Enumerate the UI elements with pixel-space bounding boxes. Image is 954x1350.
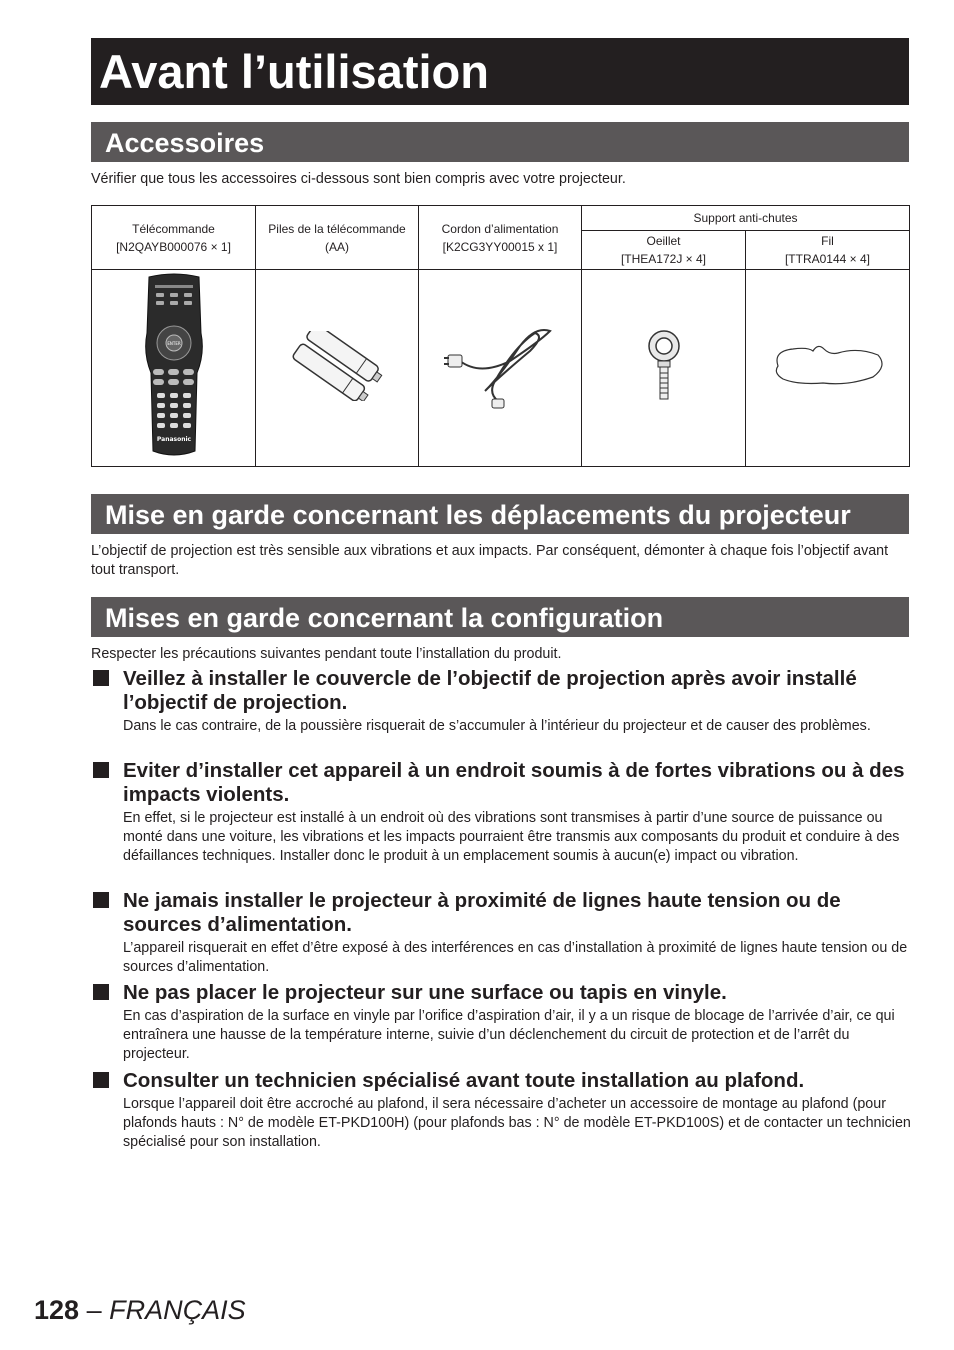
- caution-body: L’appareil risquerait en effet d’être exposé à des interférences en cas d’installation à proximité de lignes haute tension ou de sources d’alimentation.: [123, 940, 908, 975]
- caution-body: En cas d’aspiration de la surface en vinyle par l’orifice d’aspiration d’air, il y a un risque de blocage de l’arrivée d’air, ce qui entraînera une hausse de la température interne, suivie d’un déclenchement du circuit de protection et de l’arrêt du projecteur.: [123, 1008, 895, 1062]
- caution-item: [91, 981, 911, 1064]
- header-telecommande: [92, 206, 256, 270]
- square-bullet-icon: [93, 670, 109, 686]
- header-oeillet: [582, 231, 746, 270]
- remote-control-image: [139, 273, 209, 459]
- header-support-anti-chutes: Support anti-chutes: [582, 206, 910, 231]
- header-fil: [746, 231, 910, 270]
- footer-language: FRANÇAIS: [109, 1295, 246, 1325]
- header-label: Piles de la télécommande: [268, 221, 406, 236]
- remote-enter-label: ENTER: [166, 340, 181, 346]
- caution-heading: Veillez à installer le couvercle de l’objectif de projection après avoir installé l’objectif de projection.: [123, 667, 857, 714]
- square-bullet-icon: [93, 762, 109, 778]
- header-ref: [N2QAYB000076 × 1]: [116, 239, 231, 254]
- header-ref: [TTRA0144 × 4]: [784, 252, 871, 267]
- footer-separator: –: [79, 1295, 110, 1325]
- caution-body: Dans le cas contraire, de la poussière risquerait de s’accumuler à l’intérieur du projecteur et de causer des problèmes.: [123, 718, 871, 734]
- header-label: Cordon d’alimentation: [441, 221, 559, 236]
- deplacements-text: L’objectif de projection est très sensible aux vibrations et aux impacts. Par conséquent, démonter à chaque fois l’objectif avant tout transport.: [91, 543, 889, 578]
- section-title-accessoires: Accessoires: [91, 122, 909, 162]
- remote-image-cell: [92, 270, 256, 467]
- square-bullet-icon: [93, 1072, 109, 1088]
- batteries-image-cell: [256, 270, 419, 467]
- wire-image: [768, 341, 888, 391]
- header-ref: [THEA172J × 4]: [620, 252, 707, 267]
- caution-body: En effet, si le projecteur est installé à un endroit où des vibrations sont transmises à partir d’une source de puissance ou monté dans une voiture, les vibrations et les impacts pourraient être transmis aux composants du produit et conduire à des défaillances techniques. Installer donc le produit à un emplacement soumis à aucun(e) impact ou vibration.: [123, 810, 900, 864]
- caution-heading: Ne pas placer le projecteur sur une surface ou tapis en vinyle.: [123, 981, 727, 1004]
- caution-item: [91, 667, 911, 736]
- square-bullet-icon: [93, 984, 109, 1000]
- eyebolt-image: [639, 326, 689, 406]
- configuration-intro: Respecter les précautions suivantes pendant toute l’installation du produit.: [91, 646, 562, 662]
- header-cordon: [419, 206, 582, 270]
- power-cord-image-cell: [419, 270, 582, 467]
- page-number: 128: [34, 1295, 80, 1325]
- caution-heading: Eviter d’installer cet appareil à un endroit soumis à de fortes vibrations ou à des impacts violents.: [123, 759, 905, 806]
- accessories-table: [91, 205, 910, 467]
- header-label: Fil: [821, 234, 834, 249]
- square-bullet-icon: [93, 892, 109, 908]
- power-cord-image: [440, 321, 560, 411]
- caution-item: [91, 1069, 911, 1152]
- page-footer: [34, 1293, 246, 1327]
- caution-body: Lorsque l’appareil doit être accroché au plafond, il sera nécessaire d’acheter un accessoire de montage au plafond (pour plafonds hauts : N° de modèle ET-PKD100H) (pour plafonds bas : N° de modèle ET-PKD100S) et de contacter un technicien spécialisé pour son installation.: [123, 1096, 911, 1150]
- header-piles: [256, 206, 419, 270]
- page-title: Avant l’utilisation: [91, 38, 909, 105]
- caution-heading: Ne jamais installer le projecteur à proximité de lignes haute tension ou de sources d’alimentation.: [123, 889, 841, 936]
- batteries-image: [287, 331, 387, 401]
- header-ref: [K2CG3YY00015 x 1]: [442, 239, 558, 254]
- caution-item: [91, 759, 911, 866]
- section-title-deplacements: Mise en garde concernant les déplacements du projecteur: [91, 494, 909, 534]
- eyebolt-image-cell: [582, 270, 746, 467]
- section-title-configuration: Mises en garde concernant la configuration: [91, 597, 909, 637]
- header-label: Télécommande: [132, 221, 215, 236]
- remote-brand-logo: Panasonic: [156, 435, 191, 443]
- accessoires-intro: Vérifier que tous les accessoires ci-dessous sont bien compris avec votre projecteur.: [91, 171, 626, 187]
- caution-heading: Consulter un technicien spécialisé avant toute installation au plafond.: [123, 1069, 805, 1092]
- header-label: Oeillet: [646, 234, 681, 249]
- header-ref: (AA): [325, 239, 349, 254]
- caution-item: [91, 889, 911, 977]
- wire-image-cell: [746, 270, 910, 467]
